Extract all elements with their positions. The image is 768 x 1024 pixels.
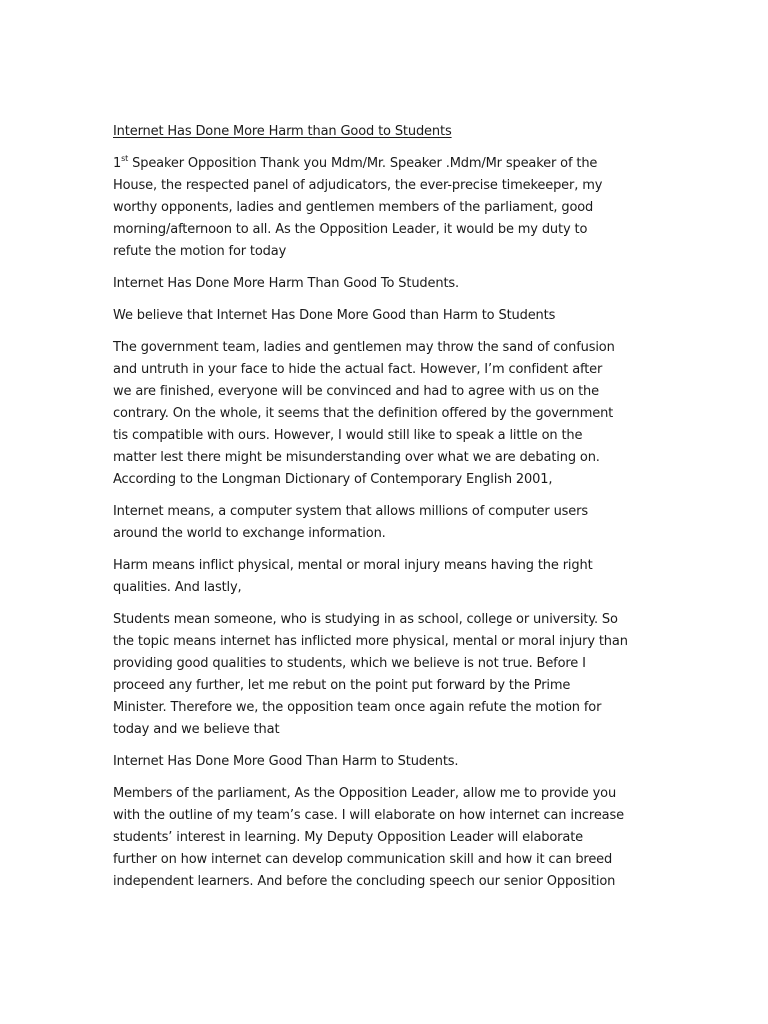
text-line: refute the motion for today [113,244,287,259]
text-line: proceed any further, let me rebut on the point put forward by the Prime [113,678,571,693]
text-line: providing good qualities to students, which we believe is not true. Before I [113,656,586,671]
text-line: House, the respected panel of adjudicators, the ever-precise timekeeper, my [113,178,603,193]
paragraph-p4 [113,337,658,491]
text-line: We believe that Internet Has Done More Good than Harm to Students [113,308,556,323]
text-line: tis compatible with ours. However, I would still like to speak a little on the [113,428,583,443]
text-line: students’ interest in learning. My Deputy Opposition Leader will elaborate [113,830,583,845]
text-line: qualities. And lastly, [113,580,242,595]
paragraph-p5 [113,501,658,545]
paragraph-p1 [113,153,658,263]
text-line: According to the Longman Dictionary of Contemporary English 2001, [113,472,553,487]
text-line: Students mean someone, who is studying in as school, college or university. So [113,612,618,627]
text-line: Members of the parliament, As the Opposition Leader, allow me to provide you [113,786,617,801]
paragraph-p9 [113,783,658,893]
text-line: Internet Has Done More Harm Than Good To Students. [113,276,460,291]
text-line: Internet Has Done More Good Than Harm to Students. [113,754,459,769]
document-body [113,153,658,893]
text-line: contrary. On the whole, it seems that the definition offered by the government [113,406,614,421]
text-line: around the world to exchange information. [113,526,386,541]
ordinal-superscript: st [121,153,129,163]
text-line: we are finished, everyone will be convinced and had to agree with us on the [113,384,599,399]
text-line: today and we believe that [113,722,280,737]
paragraph-p2 [113,273,658,295]
text-line: worthy opponents, ladies and gentlemen members of the parliament, good [113,200,594,215]
text-line: Harm means inflict physical, mental or moral injury means having the right [113,558,593,573]
text-line: further on how internet can develop communication skill and how it can breed [113,852,613,867]
paragraph-p8 [113,751,658,773]
paragraph-p6 [113,555,658,599]
text-line: Internet means, a computer system that allows millions of computer users [113,504,588,519]
document-page [113,121,658,903]
text-line: The government team, ladies and gentlemen may throw the sand of confusion [113,340,615,355]
paragraph-p7 [113,609,658,741]
text-line: 1st Speaker Opposition Thank you Mdm/Mr. Speaker .Mdm/Mr speaker of the [113,153,598,171]
paragraph-p3 [113,305,658,327]
text-line: with the outline of my team’s case. I will elaborate on how internet can increase [113,808,624,823]
text-line: matter lest there might be misunderstanding over what we are debating on. [113,450,600,465]
document-title: Internet Has Done More Harm than Good to Students [113,124,452,139]
text-line: independent learners. And before the concluding speech our senior Opposition [113,874,616,889]
text-line: the topic means internet has inflicted more physical, mental or moral injury than [113,634,628,649]
text-line: morning/afternoon to all. As the Opposition Leader, it would be my duty to [113,222,588,237]
text-line: and untruth in your face to hide the actual fact. However, I’m confident after [113,362,603,377]
text-line: Minister. Therefore we, the opposition team once again refute the motion for [113,700,602,715]
